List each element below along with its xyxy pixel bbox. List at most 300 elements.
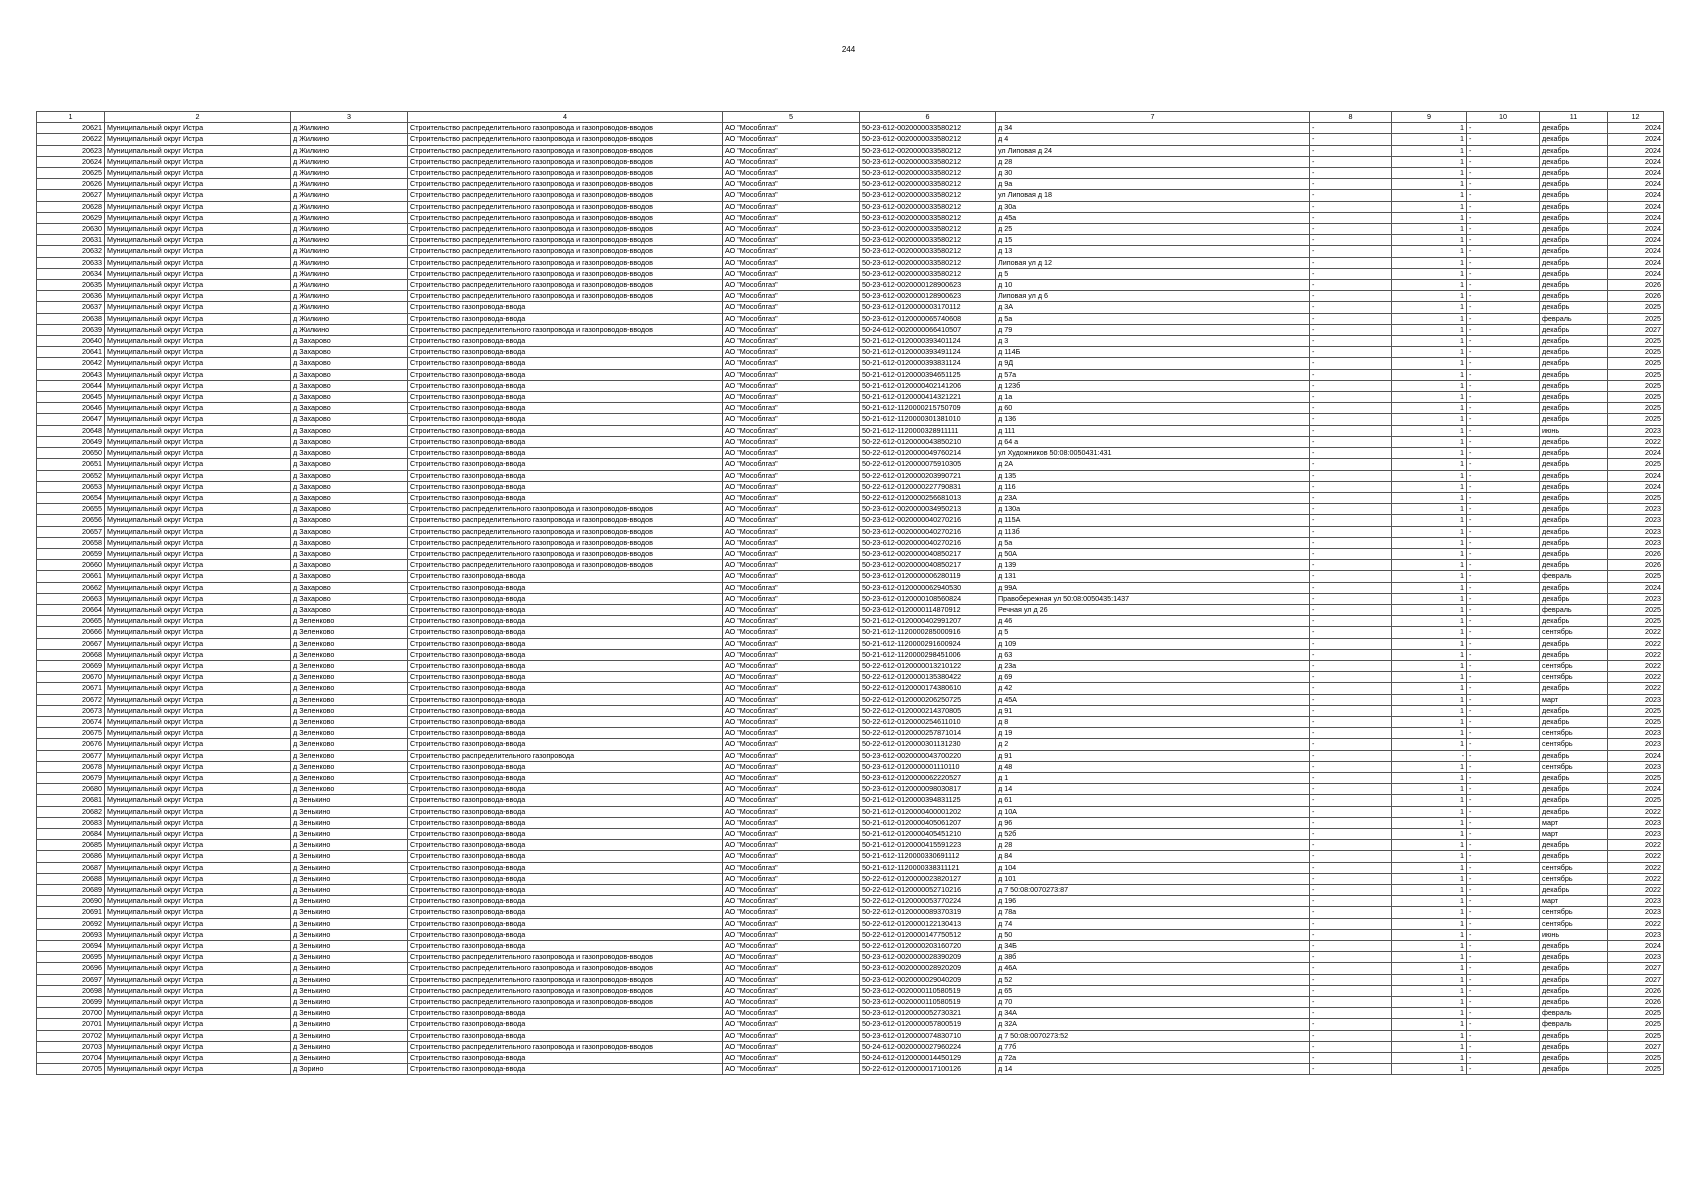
row-number-cell: 20650: [37, 448, 105, 459]
address-cell: д 78а: [996, 907, 1310, 918]
month-cell: сентябрь: [1540, 627, 1608, 638]
table-row: [37, 806, 1664, 817]
address-cell: Речная ул д 26: [996, 604, 1310, 615]
row-number-cell: 20643: [37, 369, 105, 380]
count-cell: 1: [1392, 179, 1467, 190]
organization-cell: АО "Мособлгаз": [723, 593, 860, 604]
municipality-cell: Муниципальный округ Истра: [105, 772, 291, 783]
row-number-cell: 20696: [37, 963, 105, 974]
organization-cell: АО "Мособлгаз": [723, 862, 860, 873]
count-cell: 1: [1392, 481, 1467, 492]
month-cell: февраль: [1540, 313, 1608, 324]
count-cell: 1: [1392, 997, 1467, 1008]
settlement-cell: д Зеленково: [291, 739, 408, 750]
municipality-cell: Муниципальный округ Истра: [105, 593, 291, 604]
table-row: [37, 582, 1664, 593]
organization-cell: АО "Мособлгаз": [723, 123, 860, 134]
application-number-cell: 50-23-612-0120000114870912: [860, 604, 996, 615]
organization-cell: АО "Мособлгаз": [723, 997, 860, 1008]
municipality-cell: Муниципальный округ Истра: [105, 963, 291, 974]
application-number-cell: 50-23-612-0020000033580212: [860, 224, 996, 235]
count-cell: 1: [1392, 817, 1467, 828]
month-cell: декабрь: [1540, 201, 1608, 212]
table-row: [37, 448, 1664, 459]
count-cell: 1: [1392, 941, 1467, 952]
address-cell: д 42: [996, 683, 1310, 694]
count-cell: 1: [1392, 268, 1467, 279]
work-type-cell: Строительство газопровода-ввода: [408, 649, 723, 660]
col10-cell: -: [1467, 257, 1540, 268]
row-number-cell: 20625: [37, 168, 105, 179]
address-cell: д 46А: [996, 963, 1310, 974]
month-cell: декабрь: [1540, 885, 1608, 896]
year-cell: 2023: [1608, 739, 1664, 750]
row-number-cell: 20638: [37, 313, 105, 324]
address-cell: д 91: [996, 750, 1310, 761]
municipality-cell: Муниципальный округ Истра: [105, 190, 291, 201]
settlement-cell: д Зенькино: [291, 997, 408, 1008]
col10-cell: -: [1467, 638, 1540, 649]
row-number-cell: 20698: [37, 985, 105, 996]
col10-cell: -: [1467, 459, 1540, 470]
work-type-cell: Строительство газопровода-ввода: [408, 660, 723, 671]
address-cell: д 14: [996, 1064, 1310, 1075]
col10-cell: -: [1467, 705, 1540, 716]
col8-cell: -: [1310, 425, 1392, 436]
table-row: [37, 571, 1664, 582]
address-cell: д 111: [996, 425, 1310, 436]
col8-cell: -: [1310, 739, 1392, 750]
month-cell: декабрь: [1540, 526, 1608, 537]
row-number-cell: 20685: [37, 840, 105, 851]
application-number-cell: 50-23-612-0020000033580212: [860, 246, 996, 257]
col10-cell: -: [1467, 358, 1540, 369]
year-cell: 2022: [1608, 840, 1664, 851]
count-cell: 1: [1392, 425, 1467, 436]
application-number-cell: 50-23-612-0120000057800519: [860, 1019, 996, 1030]
month-cell: декабрь: [1540, 336, 1608, 347]
row-number-cell: 20663: [37, 593, 105, 604]
organization-cell: АО "Мособлгаз": [723, 840, 860, 851]
application-number-cell: 50-21-612-0120000414321221: [860, 392, 996, 403]
year-cell: 2024: [1608, 750, 1664, 761]
application-number-cell: 50-22-612-0120000206250725: [860, 694, 996, 705]
row-number-cell: 20623: [37, 145, 105, 156]
organization-cell: АО "Мособлгаз": [723, 795, 860, 806]
application-number-cell: 50-23-612-0020000040270216: [860, 537, 996, 548]
month-cell: декабрь: [1540, 470, 1608, 481]
month-cell: декабрь: [1540, 224, 1608, 235]
municipality-cell: Муниципальный округ Истра: [105, 705, 291, 716]
address-cell: д 61: [996, 795, 1310, 806]
municipality-cell: Муниципальный округ Истра: [105, 941, 291, 952]
work-type-cell: Строительство газопровода-ввода: [408, 1030, 723, 1041]
address-cell: д 2: [996, 739, 1310, 750]
address-cell: д 34А: [996, 1008, 1310, 1019]
settlement-cell: д Зенькино: [291, 1019, 408, 1030]
settlement-cell: д Зеленково: [291, 784, 408, 795]
col8-cell: -: [1310, 224, 1392, 235]
year-cell: 2023: [1608, 515, 1664, 526]
municipality-cell: Муниципальный округ Истра: [105, 212, 291, 223]
organization-cell: АО "Мособлгаз": [723, 571, 860, 582]
col8-cell: -: [1310, 638, 1392, 649]
work-type-cell: Строительство газопровода-ввода: [408, 302, 723, 313]
month-cell: декабрь: [1540, 448, 1608, 459]
month-cell: декабрь: [1540, 806, 1608, 817]
table-row: [37, 963, 1664, 974]
organization-cell: АО "Мособлгаз": [723, 1019, 860, 1030]
organization-cell: АО "Мособлгаз": [723, 414, 860, 425]
col10-cell: -: [1467, 817, 1540, 828]
work-type-cell: Строительство газопровода-ввода: [408, 492, 723, 503]
year-cell: 2022: [1608, 649, 1664, 660]
row-number-cell: 20642: [37, 358, 105, 369]
work-type-cell: Строительство распределительного газопровода и газопроводов-вводов: [408, 324, 723, 335]
work-type-cell: Строительство газопровода-ввода: [408, 358, 723, 369]
application-number-cell: 50-23-612-0020000028390209: [860, 952, 996, 963]
col8-cell: -: [1310, 235, 1392, 246]
col10-cell: -: [1467, 526, 1540, 537]
address-cell: д 45А: [996, 694, 1310, 705]
organization-cell: АО "Мособлгаз": [723, 806, 860, 817]
col10-cell: -: [1467, 280, 1540, 291]
header-row: [37, 112, 1664, 123]
col10-cell: -: [1467, 795, 1540, 806]
row-number-cell: 20653: [37, 481, 105, 492]
address-cell: Правобережная ул 50:08:0050435:1437: [996, 593, 1310, 604]
col8-cell: -: [1310, 257, 1392, 268]
application-number-cell: 50-21-612-1120000291600924: [860, 638, 996, 649]
row-number-cell: 20651: [37, 459, 105, 470]
application-number-cell: 50-23-612-0020000033580212: [860, 179, 996, 190]
month-cell: декабрь: [1540, 291, 1608, 302]
settlement-cell: д Зенькино: [291, 1030, 408, 1041]
row-number-cell: 20630: [37, 224, 105, 235]
month-cell: декабрь: [1540, 851, 1608, 862]
application-number-cell: 50-23-612-0120000098030817: [860, 784, 996, 795]
application-number-cell: 50-23-612-0120000001110110: [860, 761, 996, 772]
table-row: [37, 313, 1664, 324]
organization-cell: АО "Мособлгаз": [723, 941, 860, 952]
year-cell: 2025: [1608, 459, 1664, 470]
year-cell: 2026: [1608, 280, 1664, 291]
organization-cell: АО "Мособлгаз": [723, 582, 860, 593]
count-cell: 1: [1392, 851, 1467, 862]
month-cell: декабрь: [1540, 1064, 1608, 1075]
organization-cell: АО "Мособлгаз": [723, 1053, 860, 1064]
col10-cell: -: [1467, 291, 1540, 302]
municipality-cell: Муниципальный округ Истра: [105, 974, 291, 985]
table-row: [37, 1008, 1664, 1019]
work-type-cell: Строительство газопровода-ввода: [408, 392, 723, 403]
col10-cell: -: [1467, 481, 1540, 492]
count-cell: 1: [1392, 716, 1467, 727]
year-cell: 2023: [1608, 761, 1664, 772]
year-cell: 2026: [1608, 548, 1664, 559]
col10-cell: -: [1467, 784, 1540, 795]
col10-cell: -: [1467, 1041, 1540, 1052]
settlement-cell: д Захарово: [291, 492, 408, 503]
month-cell: декабрь: [1540, 358, 1608, 369]
month-cell: декабрь: [1540, 985, 1608, 996]
month-cell: сентябрь: [1540, 660, 1608, 671]
count-cell: 1: [1392, 1053, 1467, 1064]
count-cell: 1: [1392, 694, 1467, 705]
col10-cell: -: [1467, 604, 1540, 615]
application-number-cell: 50-23-612-0020000128900623: [860, 291, 996, 302]
col8-cell: -: [1310, 728, 1392, 739]
col8-cell: -: [1310, 851, 1392, 862]
organization-cell: АО "Мособлгаз": [723, 907, 860, 918]
table-row: [37, 694, 1664, 705]
table-row: [37, 134, 1664, 145]
row-number-cell: 20632: [37, 246, 105, 257]
work-type-cell: Строительство распределительного газопровода и газопроводов-вводов: [408, 212, 723, 223]
row-number-cell: 20647: [37, 414, 105, 425]
organization-cell: АО "Мособлгаз": [723, 604, 860, 615]
count-cell: 1: [1392, 224, 1467, 235]
application-number-cell: 50-22-612-0120000227790831: [860, 481, 996, 492]
row-number-cell: 20691: [37, 907, 105, 918]
address-cell: д 72а: [996, 1053, 1310, 1064]
municipality-cell: Муниципальный округ Истра: [105, 694, 291, 705]
col8-cell: -: [1310, 1041, 1392, 1052]
address-cell: д 101: [996, 873, 1310, 884]
organization-cell: АО "Мособлгаз": [723, 145, 860, 156]
col10-cell: -: [1467, 851, 1540, 862]
organization-cell: АО "Мособлгаз": [723, 627, 860, 638]
address-cell: д 136: [996, 414, 1310, 425]
work-type-cell: Строительство газопровода-ввода: [408, 918, 723, 929]
organization-cell: АО "Мособлгаз": [723, 459, 860, 470]
application-number-cell: 50-23-612-0020000128900623: [860, 280, 996, 291]
count-cell: 1: [1392, 929, 1467, 940]
table-row: [37, 291, 1664, 302]
count-cell: 1: [1392, 436, 1467, 447]
settlement-cell: д Жилкино: [291, 145, 408, 156]
table-row: [37, 1019, 1664, 1030]
year-cell: 2025: [1608, 302, 1664, 313]
count-cell: 1: [1392, 571, 1467, 582]
month-cell: февраль: [1540, 1019, 1608, 1030]
address-cell: Липовая ул д 12: [996, 257, 1310, 268]
count-cell: 1: [1392, 504, 1467, 515]
organization-cell: АО "Мособлгаз": [723, 1041, 860, 1052]
month-cell: февраль: [1540, 571, 1608, 582]
settlement-cell: д Жилкино: [291, 302, 408, 313]
work-type-cell: Строительство распределительного газопровода и газопроводов-вводов: [408, 504, 723, 515]
row-number-cell: 20681: [37, 795, 105, 806]
row-number-cell: 20664: [37, 604, 105, 615]
col8-cell: -: [1310, 246, 1392, 257]
col10-cell: -: [1467, 929, 1540, 940]
work-type-cell: Строительство распределительного газопровода и газопроводов-вводов: [408, 515, 723, 526]
work-type-cell: Строительство газопровода-ввода: [408, 829, 723, 840]
year-cell: 2025: [1608, 1053, 1664, 1064]
work-type-cell: Строительство распределительного газопровода и газопроводов-вводов: [408, 560, 723, 571]
year-cell: 2025: [1608, 414, 1664, 425]
table-row: [37, 336, 1664, 347]
address-cell: д 52б: [996, 829, 1310, 840]
year-cell: 2022: [1608, 683, 1664, 694]
municipality-cell: Муниципальный округ Истра: [105, 1008, 291, 1019]
settlement-cell: д Захарово: [291, 358, 408, 369]
organization-cell: АО "Мособлгаз": [723, 537, 860, 548]
work-type-cell: Строительство распределительного газопровода и газопроводов-вводов: [408, 190, 723, 201]
work-type-cell: Строительство газопровода-ввода: [408, 705, 723, 716]
organization-cell: АО "Мособлгаз": [723, 302, 860, 313]
col8-cell: -: [1310, 918, 1392, 929]
col10-cell: -: [1467, 145, 1540, 156]
count-cell: 1: [1392, 291, 1467, 302]
address-cell: д 34Б: [996, 941, 1310, 952]
year-cell: 2022: [1608, 862, 1664, 873]
application-number-cell: 50-22-612-0120000089370319: [860, 907, 996, 918]
row-number-cell: 20689: [37, 885, 105, 896]
row-number-cell: 20678: [37, 761, 105, 772]
col10-cell: -: [1467, 380, 1540, 391]
organization-cell: АО "Мособлгаз": [723, 649, 860, 660]
work-type-cell: Строительство распределительного газопровода и газопроводов-вводов: [408, 963, 723, 974]
month-cell: сентябрь: [1540, 739, 1608, 750]
col8-cell: -: [1310, 190, 1392, 201]
settlement-cell: д Захарово: [291, 459, 408, 470]
settlement-cell: д Зеленково: [291, 627, 408, 638]
work-type-cell: Строительство распределительного газопровода и газопроводов-вводов: [408, 268, 723, 279]
municipality-cell: Муниципальный округ Истра: [105, 929, 291, 940]
address-cell: д 69: [996, 672, 1310, 683]
table-row: [37, 929, 1664, 940]
count-cell: 1: [1392, 660, 1467, 671]
month-cell: февраль: [1540, 604, 1608, 615]
work-type-cell: Строительство газопровода-ввода: [408, 627, 723, 638]
column-header: 1: [37, 112, 105, 123]
settlement-cell: д Жилкино: [291, 280, 408, 291]
column-header: 5: [723, 112, 860, 123]
count-cell: 1: [1392, 918, 1467, 929]
address-cell: д 65: [996, 985, 1310, 996]
year-cell: 2023: [1608, 929, 1664, 940]
work-type-cell: Строительство распределительного газопровода и газопроводов-вводов: [408, 134, 723, 145]
work-type-cell: Строительство газопровода-ввода: [408, 907, 723, 918]
year-cell: 2024: [1608, 224, 1664, 235]
month-cell: декабрь: [1540, 168, 1608, 179]
work-type-cell: Строительство распределительного газопровода и газопроводов-вводов: [408, 280, 723, 291]
count-cell: 1: [1392, 862, 1467, 873]
col10-cell: -: [1467, 649, 1540, 660]
year-cell: 2024: [1608, 201, 1664, 212]
row-number-cell: 20660: [37, 560, 105, 571]
organization-cell: АО "Мособлгаз": [723, 380, 860, 391]
col10-cell: -: [1467, 806, 1540, 817]
year-cell: 2023: [1608, 593, 1664, 604]
municipality-cell: Муниципальный округ Истра: [105, 907, 291, 918]
month-cell: сентябрь: [1540, 672, 1608, 683]
settlement-cell: д Зеленково: [291, 649, 408, 660]
col8-cell: -: [1310, 403, 1392, 414]
count-cell: 1: [1392, 1064, 1467, 1075]
address-cell: д 123б: [996, 380, 1310, 391]
col8-cell: -: [1310, 145, 1392, 156]
work-type-cell: Строительство газопровода-ввода: [408, 817, 723, 828]
col8-cell: -: [1310, 1064, 1392, 1075]
count-cell: 1: [1392, 336, 1467, 347]
organization-cell: АО "Мособлгаз": [723, 761, 860, 772]
row-number-cell: 20701: [37, 1019, 105, 1030]
address-cell: д 5а: [996, 537, 1310, 548]
application-number-cell: 50-22-612-0120000147750512: [860, 929, 996, 940]
col8-cell: -: [1310, 302, 1392, 313]
col10-cell: -: [1467, 660, 1540, 671]
month-cell: декабрь: [1540, 582, 1608, 593]
col8-cell: -: [1310, 548, 1392, 559]
year-cell: 2024: [1608, 168, 1664, 179]
work-type-cell: Строительство газопровода-ввода: [408, 582, 723, 593]
month-cell: декабрь: [1540, 537, 1608, 548]
settlement-cell: д Зенькино: [291, 1008, 408, 1019]
application-number-cell: 50-23-612-0120000052730321: [860, 1008, 996, 1019]
row-number-cell: 20674: [37, 716, 105, 727]
address-cell: д 139: [996, 560, 1310, 571]
row-number-cell: 20673: [37, 705, 105, 716]
count-cell: 1: [1392, 728, 1467, 739]
municipality-cell: Муниципальный округ Истра: [105, 638, 291, 649]
count-cell: 1: [1392, 761, 1467, 772]
col10-cell: -: [1467, 168, 1540, 179]
table-row: [37, 604, 1664, 615]
organization-cell: АО "Мособлгаз": [723, 492, 860, 503]
col10-cell: -: [1467, 436, 1540, 447]
municipality-cell: Муниципальный округ Истра: [105, 224, 291, 235]
organization-cell: АО "Мособлгаз": [723, 750, 860, 761]
work-type-cell: Строительство газопровода-ввода: [408, 414, 723, 425]
month-cell: декабрь: [1540, 840, 1608, 851]
col10-cell: -: [1467, 425, 1540, 436]
settlement-cell: д Зенькино: [291, 840, 408, 851]
col8-cell: -: [1310, 829, 1392, 840]
month-cell: декабрь: [1540, 548, 1608, 559]
municipality-cell: Муниципальный округ Истра: [105, 515, 291, 526]
settlement-cell: д Зеленково: [291, 728, 408, 739]
address-cell: д 25: [996, 224, 1310, 235]
month-cell: декабрь: [1540, 1053, 1608, 1064]
table-row: [37, 627, 1664, 638]
work-type-cell: Строительство газопровода-ввода: [408, 672, 723, 683]
application-number-cell: 50-21-612-1120000215750709: [860, 403, 996, 414]
col8-cell: -: [1310, 705, 1392, 716]
application-number-cell: 50-23-612-0020000110580519: [860, 985, 996, 996]
col8-cell: -: [1310, 280, 1392, 291]
municipality-cell: Муниципальный округ Истра: [105, 1041, 291, 1052]
year-cell: 2025: [1608, 1030, 1664, 1041]
col10-cell: -: [1467, 728, 1540, 739]
organization-cell: АО "Мособлгаз": [723, 918, 860, 929]
col8-cell: -: [1310, 795, 1392, 806]
row-number-cell: 20704: [37, 1053, 105, 1064]
col10-cell: -: [1467, 829, 1540, 840]
table-row: [37, 548, 1664, 559]
col8-cell: -: [1310, 168, 1392, 179]
municipality-cell: Муниципальный округ Истра: [105, 123, 291, 134]
month-cell: декабрь: [1540, 436, 1608, 447]
table-row: [37, 145, 1664, 156]
address-cell: д 3: [996, 336, 1310, 347]
application-number-cell: 50-23-612-0020000040850217: [860, 560, 996, 571]
work-type-cell: Строительство распределительного газопровода и газопроводов-вводов: [408, 952, 723, 963]
col10-cell: -: [1467, 840, 1540, 851]
application-number-cell: 50-23-612-0020000033580212: [860, 156, 996, 167]
